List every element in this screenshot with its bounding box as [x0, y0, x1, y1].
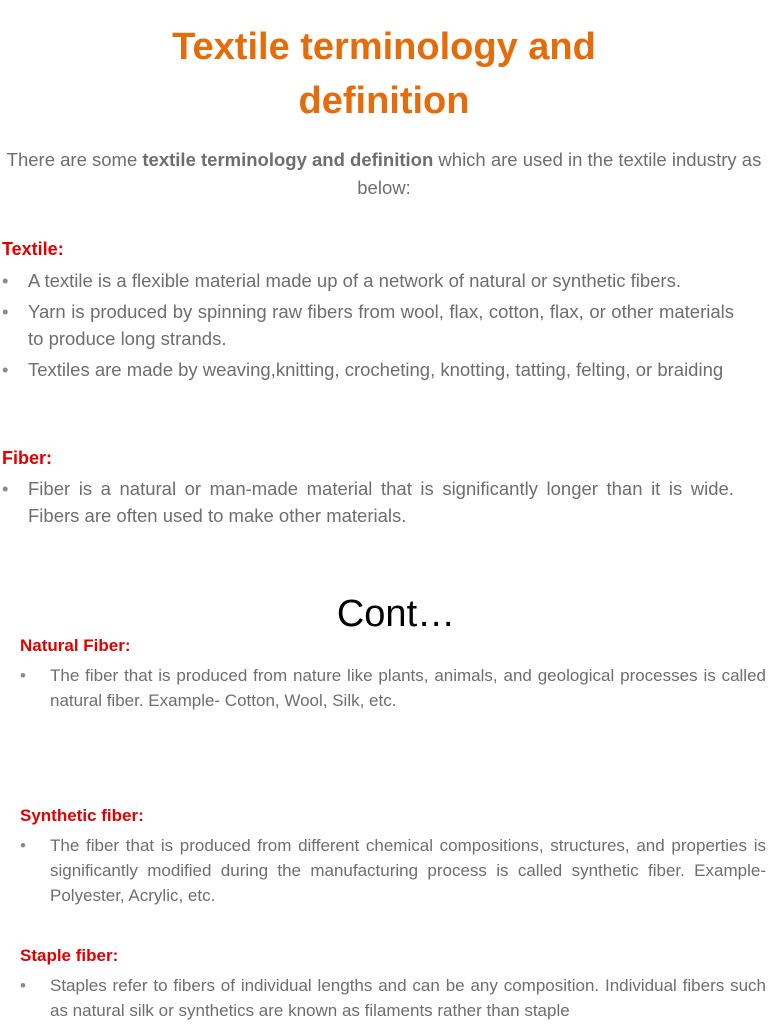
natural-fiber-bullet-list: [20, 663, 766, 713]
list-item: • A textile is a flexible material made up of a network of natural or synthetic fibers.: [0, 267, 734, 294]
synthetic-fiber-bullet-list: [20, 833, 766, 908]
slide-title: Cont…: [336, 593, 456, 635]
heading-textile: Textile:: [2, 239, 64, 259]
list-item: • Textiles are made by weaving,knitting, crocheting, knotting, tatting, felting, or braiding: [0, 356, 734, 383]
bullet-icon: •: [20, 836, 26, 855]
bullet-icon: •: [2, 270, 9, 291]
bullet-icon: •: [20, 666, 26, 685]
slide-title: Textile terminology and definition: [172, 26, 596, 122]
list-item: • Yarn is produced by spinning raw fibers from wool, flax, cotton, flax, or other materials to produce long strands.: [0, 298, 734, 352]
heading-staple-fiber: Staple fiber:: [20, 946, 119, 965]
list-item: • Staples refer to fibers of individual lengths and can be any composition. Individual fibers such as natural silk or synthetics are known as filaments rather than staple: [20, 973, 766, 1023]
heading-fiber: Fiber:: [2, 448, 53, 468]
fiber-bullet-list: [0, 475, 734, 533]
bullet-icon: •: [20, 976, 26, 995]
textile-bullet-list: [0, 267, 734, 387]
list-item: • Fiber is a natural or man-made material that is significantly longer than it is wide. Fibers are often used to make other materials.: [0, 475, 734, 529]
intro-bold-text: textile terminology and definition: [142, 149, 434, 170]
intro-paragraph: There are some textile terminology and definition which are used in the textile industry as below:: [6, 149, 762, 198]
bullet-icon: •: [2, 301, 9, 322]
staple-fiber-bullet-list: [20, 973, 766, 1023]
list-item: • The fiber that is produced from different chemical compositions, structures, and properties is significantly modified during the manufacturing process is called synthetic fiber. Example- Polyester, Acrylic, etc.: [20, 833, 766, 908]
heading-natural-fiber: Natural Fiber:: [20, 636, 131, 655]
bullet-icon: •: [2, 478, 9, 499]
heading-synthetic-fiber: Synthetic fiber:: [20, 806, 144, 825]
slide-2: [0, 560, 768, 1024]
list-item: • The fiber that is produced from nature like plants, animals, and geological processes is called natural fiber. Example- Cotton, Wool, Silk, etc.: [20, 663, 766, 713]
bullet-icon: •: [2, 359, 9, 380]
